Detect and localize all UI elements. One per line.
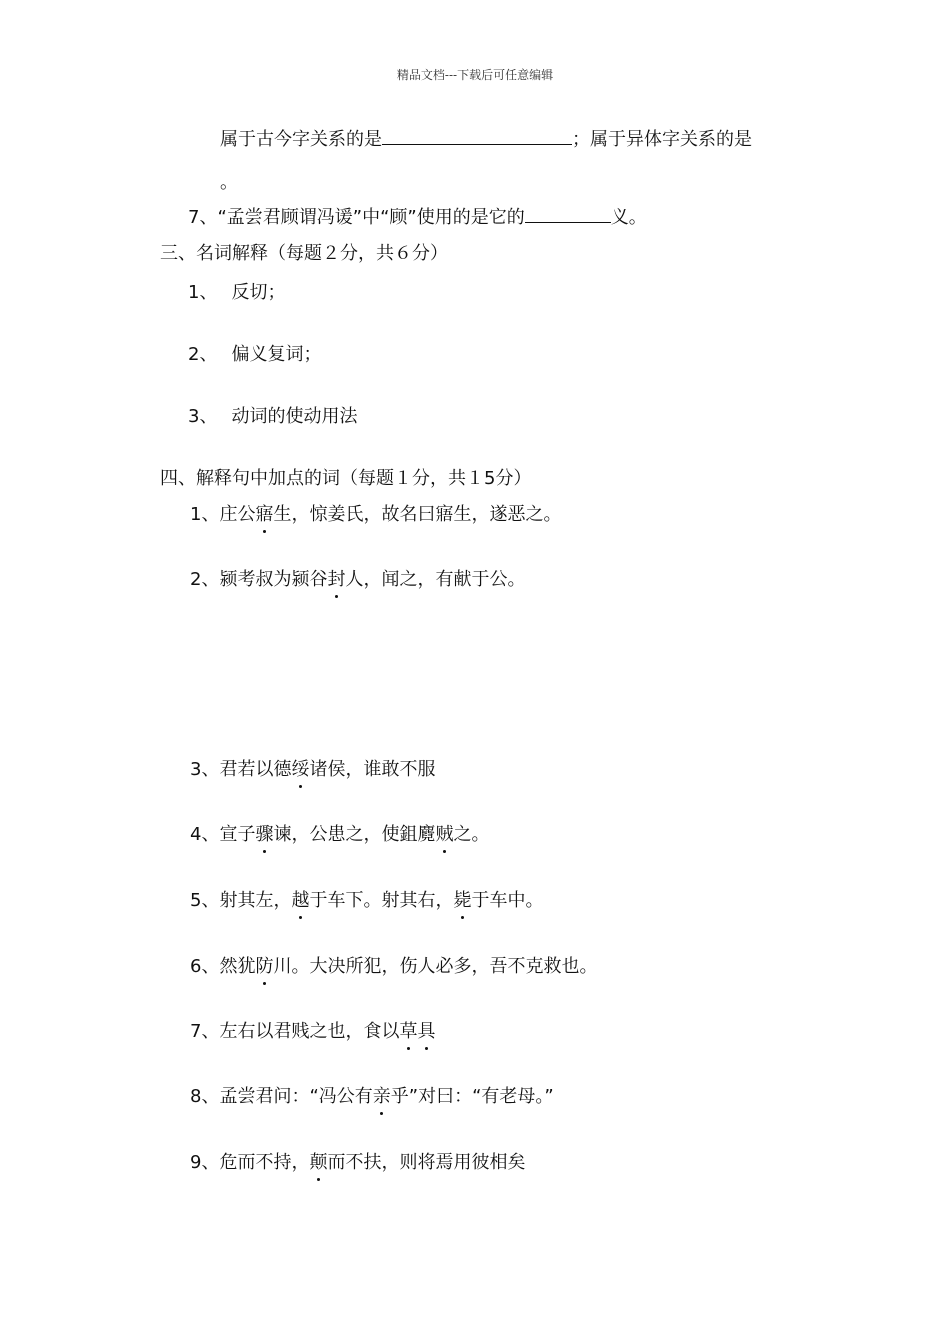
sentence-item-5 — [190, 889, 543, 913]
dotted-word: 越 — [291, 890, 310, 911]
page-header: 精品文档---下载后可任意编辑 — [396, 68, 554, 82]
sentence-item-4 — [190, 823, 489, 847]
sentence-item-9 — [190, 1151, 525, 1175]
sentence-item-6 — [190, 955, 597, 979]
sentence-text: 而不扶，则将焉用彼相矣 — [327, 1152, 526, 1173]
sentence-text: 8、孟尝君问：“冯公有 — [190, 1086, 373, 1107]
sentence-text: 之。 — [453, 824, 490, 845]
sentence-item-2 — [190, 568, 525, 592]
sentence-text: 于车下。射其右， — [309, 890, 454, 911]
dotted-word: 封 — [327, 569, 346, 590]
fill-line-1 — [220, 126, 752, 152]
sentence-text: 谏，公患之，使鉏麑 — [273, 824, 436, 845]
dotted-word: 寤 — [255, 504, 274, 525]
sentence-text: 于车中。 — [471, 890, 544, 911]
fill-text-gujin: 属于古今字关系的是 — [220, 129, 382, 150]
dotted-word: 亲 — [372, 1086, 391, 1107]
sentence-item-7 — [190, 1020, 435, 1044]
answer-blank-gujin[interactable] — [382, 126, 572, 145]
term-num: 1、 — [188, 282, 218, 303]
sentence-text: 人，闻之，有献于公。 — [345, 569, 526, 590]
dotted-word: 草 — [399, 1021, 418, 1042]
sentence-text: 6、然犹 — [190, 956, 256, 977]
sentence-text: 3、君若以德 — [190, 759, 292, 780]
sentence-text: 生，惊姜氏，故名曰寤生，遂恶之。 — [273, 504, 562, 525]
term-item-2 — [188, 343, 321, 367]
sentence-text: 1、庄公 — [190, 504, 256, 525]
fill-text-yiti: ；属于异体字关系的是 — [572, 129, 752, 150]
fill-line-2 — [220, 170, 238, 195]
sentence-item-1 — [190, 503, 561, 527]
term-num: 3、 — [188, 406, 218, 427]
answer-blank-q7[interactable] — [525, 204, 611, 223]
sentence-item-3 — [190, 758, 435, 782]
section-4-title: 四、解释句中加点的词（每题１分，共１5分） — [160, 468, 532, 489]
question-7-text: 7、“孟尝君顾谓冯谖”中“顾”使用的是它的 — [188, 207, 525, 228]
term-text: 偏义复词； — [231, 344, 322, 365]
dotted-word: 绥 — [291, 759, 310, 780]
question-7 — [188, 204, 647, 230]
dotted-word: 骤 — [255, 824, 274, 845]
question-7-end: 义。 — [610, 207, 647, 228]
sentence-text: 4、宣子 — [190, 824, 256, 845]
dotted-word: 具 — [417, 1021, 436, 1042]
sentence-text: 5、射其左， — [190, 890, 292, 911]
term-num: 2、 — [188, 344, 218, 365]
dotted-word: 防 — [255, 956, 274, 977]
sentence-text: 诸侯，谁敢不服 — [309, 759, 436, 780]
fill-text-end: 。 — [220, 172, 238, 193]
term-text: 动词的使动用法 — [231, 406, 358, 427]
sentence-item-8 — [190, 1085, 554, 1109]
dotted-word: 颠 — [309, 1152, 328, 1173]
section-3-title: 三、名词解释（每题２分，共６分） — [160, 243, 448, 264]
sentence-text: 川。大决所犯，伤人必多，吾不克救也。 — [273, 956, 598, 977]
term-item-1 — [188, 281, 285, 305]
term-text: 反切； — [231, 282, 286, 303]
sentence-text: 7、左右以君贱之也，食以 — [190, 1021, 400, 1042]
dotted-word: 贼 — [435, 824, 454, 845]
sentence-text: 9、危而不持， — [190, 1152, 310, 1173]
sentence-text: 乎”对曰：“有老母。” — [390, 1086, 554, 1107]
dotted-word: 毙 — [453, 890, 472, 911]
term-item-3 — [188, 405, 357, 429]
sentence-text: 2、颍考叔为颍谷 — [190, 569, 328, 590]
